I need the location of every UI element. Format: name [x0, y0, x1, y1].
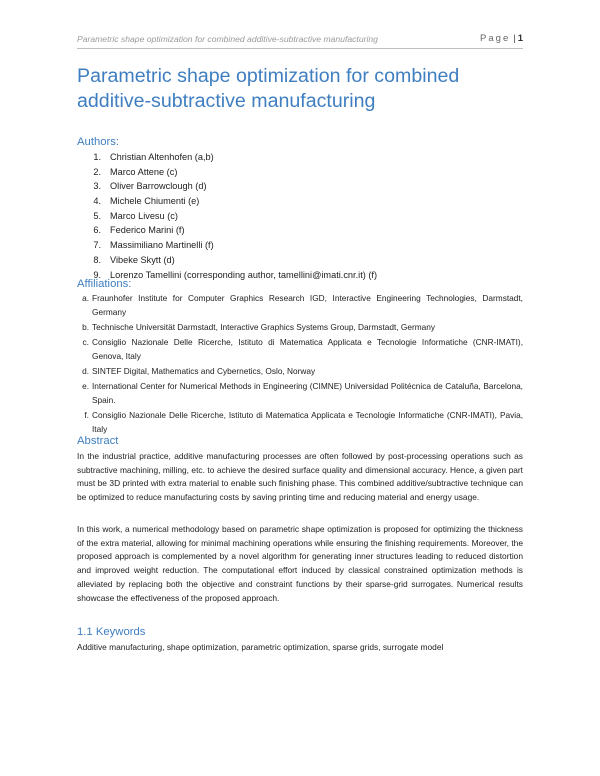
abstract-paragraph-2: In this work, a numerical methodology based on parametric shape optimization is proposed for optimizing the thickness of the extra material, allowing for minimal machining operations while ensuring the finishing requirements. Moreover, the proposed approach is complemented by a novel algorithm for generating inner structures leading to reduced distortion and improved weight reduction. The computational effort induced by classical constrained optimization methods is alleviated by replacing both the objective and constraint functions by their sparse-grid surrogates. Numerical results showcase the effectiveness of the proposed approach. [77, 524, 523, 603]
keywords-heading: 1.1 Keywords [77, 626, 146, 638]
affiliation-text: Consiglio Nazionale Delle Ricerche, Istituto di Matematica Applicata e Tecnologie Informatiche (CNR-IMATI), Pavia, Italy [92, 410, 523, 434]
author-name: Oliver Barrowclough (d) [110, 181, 207, 192]
affiliation-item [77, 380, 523, 407]
affiliation-item [77, 292, 523, 319]
list-marker: 7. [93, 240, 101, 251]
affiliations-heading: Affiliations: [77, 278, 132, 290]
list-marker: 3. [93, 181, 101, 192]
abstract-heading: Abstract [77, 435, 119, 447]
page-number: 1 [517, 33, 523, 44]
list-marker: 1. [93, 152, 101, 162]
keywords-text: Additive manufacturing, shape optimization, parametric optimization, sparse grids, surrogate model [77, 642, 444, 652]
page-separator: | [513, 33, 516, 44]
author-name: Michele Chiumenti (e) [110, 196, 200, 207]
affiliation-text: Consiglio Nazionale Delle Ricerche, Istituto di Matematica Applicata e Tecnologie Informatiche (CNR-IMATI), Genova, Italy [92, 337, 523, 361]
affiliation-item [77, 336, 523, 363]
list-marker: 8. [93, 254, 101, 265]
author-name: Vibeke Skytt (d) [110, 254, 175, 265]
list-marker: d. [82, 366, 89, 377]
document-title: Parametric shape optimization for combined additive-subtractive manufacturing [77, 65, 460, 112]
list-marker: c. [82, 337, 89, 348]
page-indicator [480, 33, 523, 44]
author-name: Federico Marini (f) [110, 225, 185, 236]
author-name: Massimiliano Martinelli (f) [110, 240, 214, 251]
list-marker: a. [82, 293, 89, 303]
list-marker: 5. [93, 210, 101, 221]
list-marker: e. [82, 381, 89, 392]
list-marker: 6. [93, 225, 101, 236]
page-label: Page [480, 33, 511, 44]
author-name: Lorenzo Tamellini (corresponding author, tamellini@imati.cnr.it) (f) [110, 269, 378, 280]
affiliation-text: Fraunhofer Institute for Computer Graphics Research IGD, Interactive Engineering Technologies, Darmstadt, Germany [92, 293, 523, 317]
affiliation-text: Technische Universität Darmstadt, Interactive Graphics Systems Group, Darmstadt, Germany [92, 321, 436, 332]
list-marker: b. [82, 321, 89, 332]
list-marker: 9. [93, 269, 101, 280]
affiliation-text: International Center for Numerical Methods in Engineering (CIMNE) Universidad Politécnica de Cataluña, Barcelona, Spain. [92, 381, 523, 405]
affiliation-text: SINTEF Digital, Mathematics and Cybernetics, Oslo, Norway [92, 366, 316, 377]
affiliation-list [77, 292, 523, 438]
list-marker: f. [84, 410, 89, 421]
abstract-paragraph-1: In the industrial practice, additive manufacturing processes are often followed by post-processing operations such as subtractive machining, milling, etc. to achieve the desired surface quality and dimensional accuracy. Hence, a given part must be 3D printed with extra material to enable such finishing phase. This combined additive/subtractive technique can be optimized to reduce manufacturing costs by saving printing time and reducing material and energy usage. [77, 451, 523, 503]
running-header [77, 32, 523, 49]
list-marker: 4. [93, 196, 101, 207]
author-name: Christian Altenhofen (a,b) [110, 152, 214, 162]
list-marker: 2. [93, 166, 101, 177]
author-name: Marco Attene (c) [110, 166, 178, 177]
authors-heading: Authors: [77, 136, 120, 148]
running-title: Parametric shape optimization for combined additive-subtractive manufacturing [77, 34, 378, 44]
affiliation-item [77, 321, 523, 335]
author-name: Marco Livesu (c) [110, 210, 178, 221]
affiliation-item [77, 409, 523, 436]
affiliation-item [77, 365, 523, 379]
